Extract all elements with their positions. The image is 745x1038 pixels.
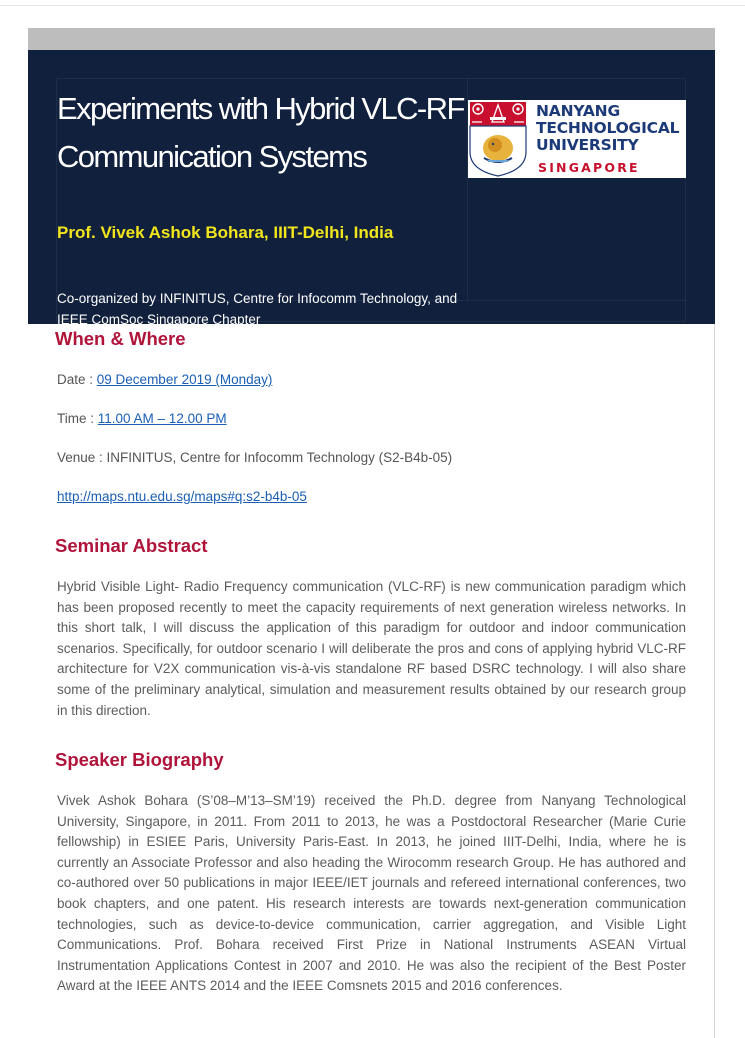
ntu-logo xyxy=(468,100,686,178)
when-where-heading: When & Where xyxy=(55,328,186,349)
header-banner xyxy=(28,50,715,327)
time-link[interactable]: 11.00 AM – 12.00 PM xyxy=(97,411,227,426)
biography-text: Vivek Ashok Bohara (S’08–M’13–SM’19) received the Ph.D. degree from Nanyang Technological University, Singapore, in 2011. From 2011 to 2013, he was a Postdoctoral Researcher (Marie Curie fellowship) in ESIEE Paris, University Paris-East. In 2013, he joined IIIT-Delhi, India, where he is currently an Associate Professor and also heading the Wirocomm research Group. He has authored and co-authored over 50 publications in major IEEE/IET journals and refereed international conferences, two book chapters, and one patent. His research interests are towards next-generation communication technologies, such as device-to-device communication, carrier aggregation, and Visible Light Communications. Prof. Bohara received First Prize in National Instruments ASEAN Virtual Instrumentation Applications Contest in 2007 and 2010. He was also the recipient of the Best Poster Award at the IEEE ANTS 2014 and the IEEE Comsnets 2015 and 2016 conferences. xyxy=(57,793,686,994)
page-title: Experiments with Hybrid VLC-RF Communication Systems xyxy=(57,91,464,174)
logo-line-4: SINGAPORE xyxy=(538,160,640,175)
map-link[interactable]: http://maps.ntu.edu.sg/maps#q:s2-b4b-05 xyxy=(57,489,307,504)
logo-line-1: NANYANG xyxy=(536,102,620,120)
date-link[interactable]: 09 December 2019 (Monday) xyxy=(96,372,273,387)
coorganizers-text: Co-organized by INFINITUS, Centre for Infocomm Technology, and IEEE ComSoc Singapore Chapter xyxy=(57,291,458,327)
ntu-crest-icon xyxy=(468,100,528,178)
biography-heading: Speaker Biography xyxy=(55,749,224,770)
abstract-text: Hybrid Visible Light- Radio Frequency communication (VLC-RF) is new communication paradigm which has been proposed recently to meet the capacity requirements of next generation wireless networks. In this short talk, I will discuss the application of this paradigm for outdoor and indoor communication scenarios. Specifically, for outdoor scenario I will deliberate the pros and cons of applying hybrid VLC-RF architecture for V2X communication vis-à-vis standalone RF based DSRC technology. I will also share some of the preliminary analytical, simulation and measurement results obtained by our research group in this direction. xyxy=(57,579,686,718)
time-row xyxy=(57,411,227,426)
venue-text: Venue : INFINITUS, Centre for Infocomm Technology (S2-B4b-05) xyxy=(57,450,453,465)
logo-line-2: TECHNOLOGICAL xyxy=(536,119,680,137)
abstract-heading: Seminar Abstract xyxy=(55,535,208,556)
map-row xyxy=(57,489,307,504)
speaker-name: Prof. Vivek Ashok Bohara, IIIT-Delhi, India xyxy=(57,223,394,242)
logo-line-3: UNIVERSITY xyxy=(536,136,639,154)
date-label: Date : xyxy=(57,372,97,387)
top-divider xyxy=(0,5,745,6)
date-row xyxy=(57,372,272,387)
logo-wordmark xyxy=(536,103,679,154)
time-label: Time : xyxy=(57,411,98,426)
email-card xyxy=(28,28,715,1038)
top-gray-bar xyxy=(28,28,715,50)
